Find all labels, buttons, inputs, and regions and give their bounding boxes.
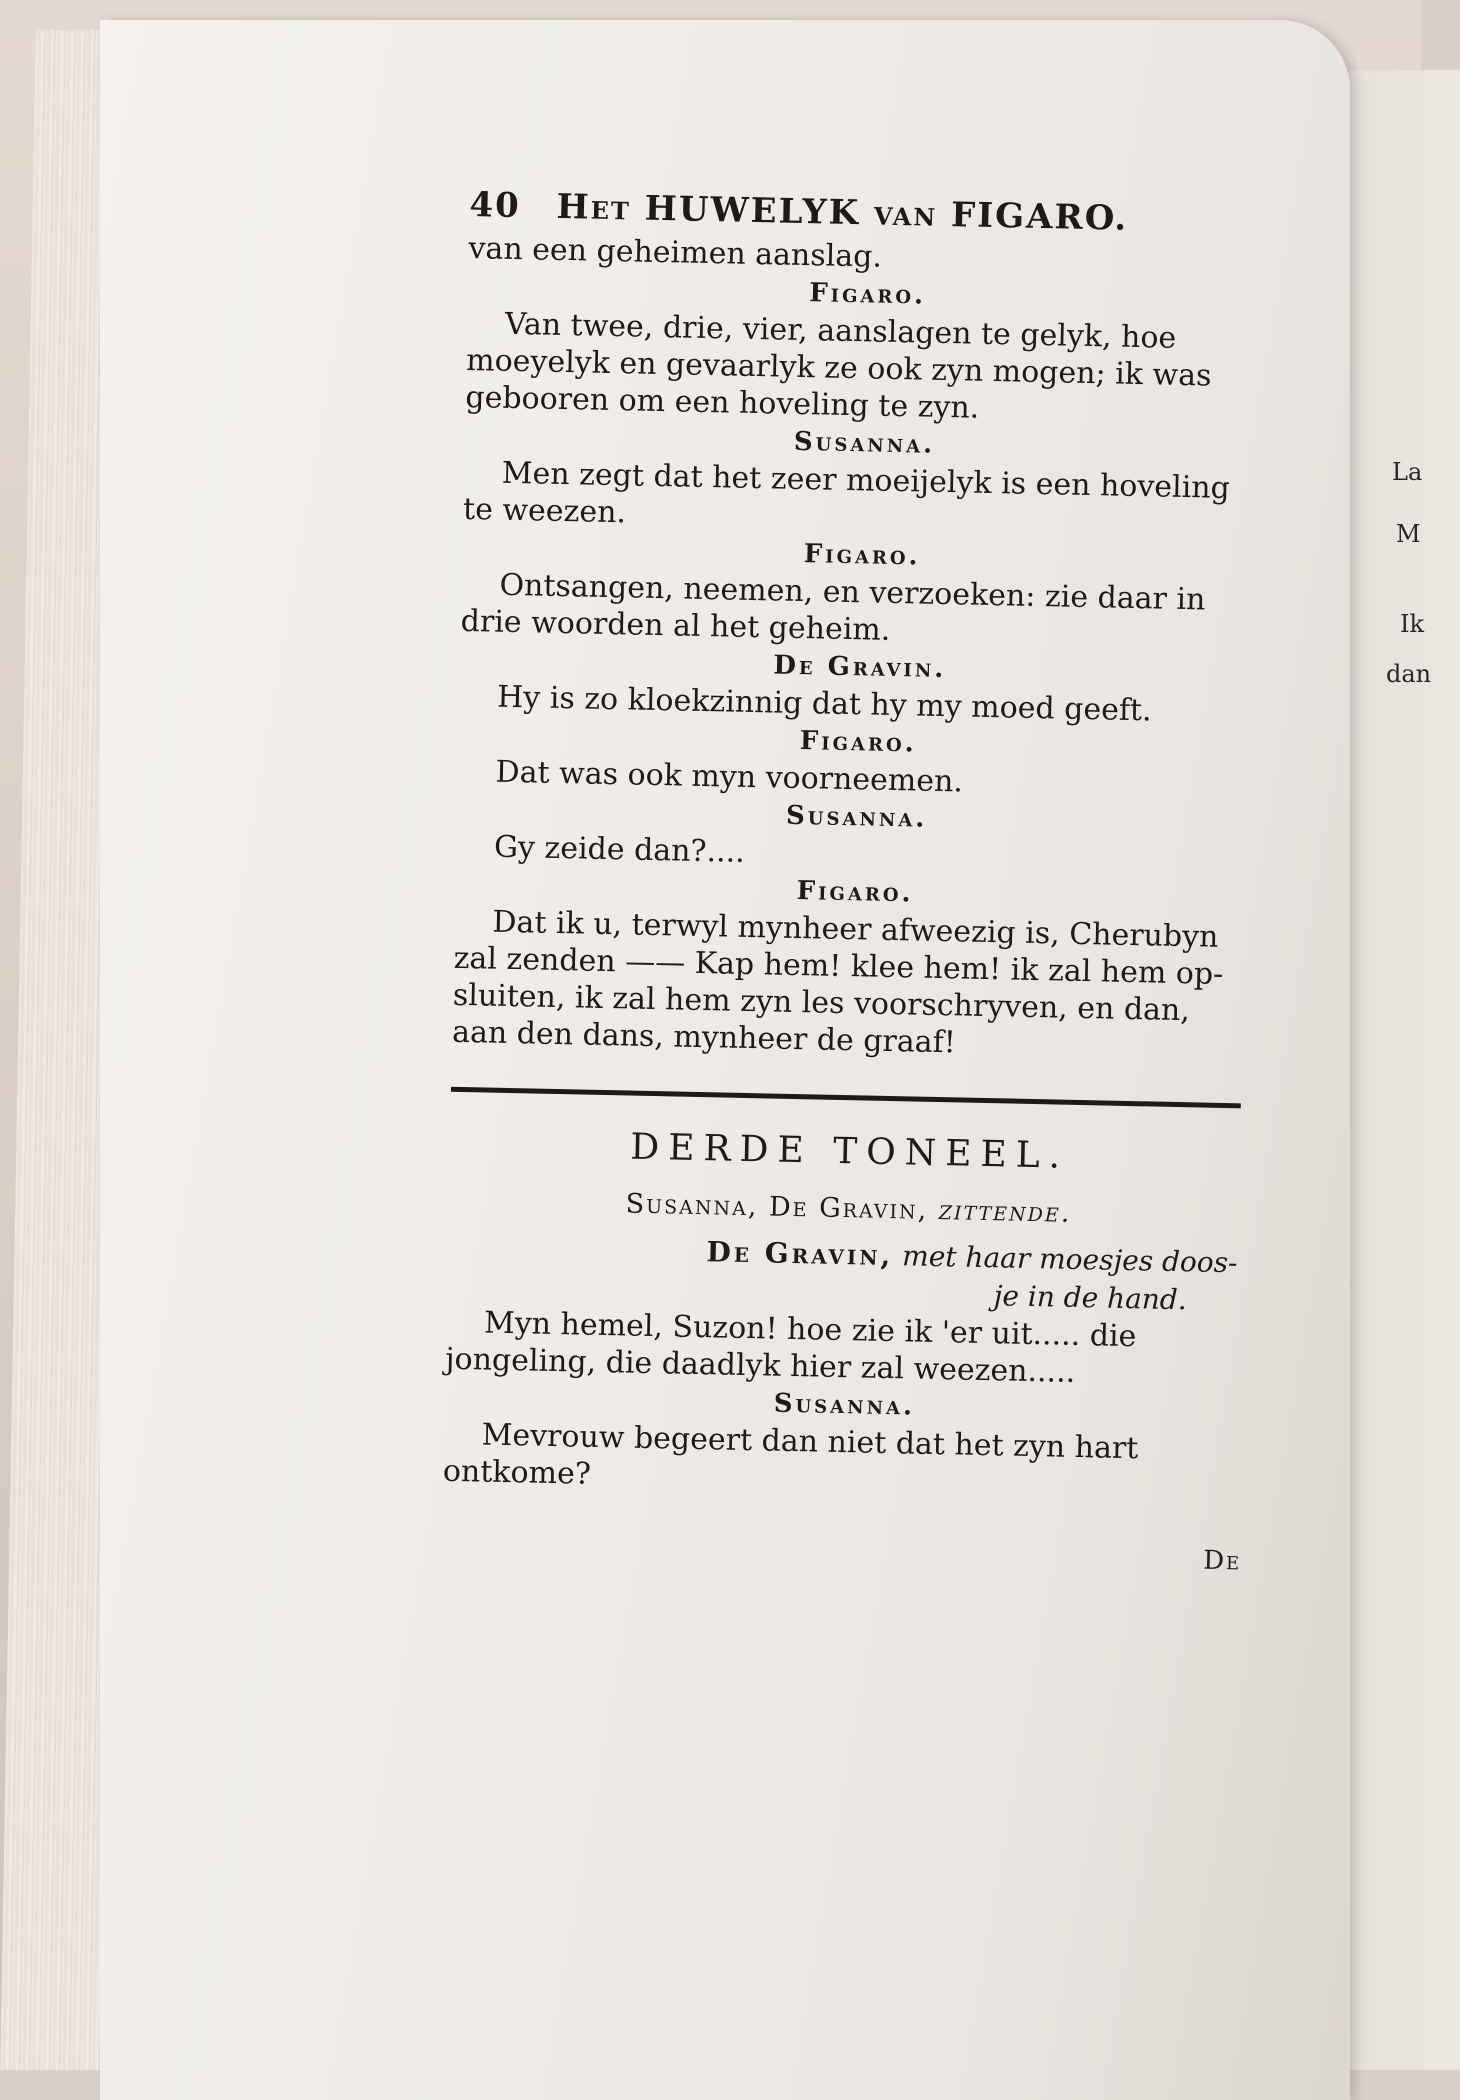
- text-line: aan den dans, mynheer de graaf!: [451, 1014, 957, 1061]
- text-line: Men zegt dat het zeer moeijelyk is een hoveling: [501, 455, 1231, 506]
- cast-direction: zittende.: [938, 1195, 1072, 1229]
- speaker-name: Figaro.: [796, 876, 914, 909]
- text-line: sluiten, ik zal hem zyn les voorschryven, en dan,: [452, 977, 1191, 1029]
- facing-fragment: Ik: [1400, 610, 1425, 638]
- speaker-name: Susanna.: [773, 1388, 916, 1422]
- speaker-name: Figaro.: [799, 726, 918, 759]
- page-text: [441, 180, 1270, 1576]
- speaker-name: Figaro.: [803, 539, 921, 572]
- cast-names: Susanna, De Gravin,: [625, 1188, 929, 1226]
- facing-fragment: dan: [1386, 660, 1432, 688]
- text-line: Dat ik u, terwyl mynheer afweezig is, Cherubyn: [492, 904, 1219, 955]
- text-line: Mevrouw begeert dan niet dat het zyn hart: [481, 1417, 1139, 1467]
- catchword: De: [1202, 1545, 1242, 1577]
- speaker-name: Figaro.: [808, 278, 927, 311]
- text-line: gebooren om een hoveling te zyn.: [465, 379, 980, 426]
- text-line: Gy zeide dan?....: [493, 829, 746, 870]
- text-line: Myn hemel, Suzon! hoe zie ik 'er uit..... die: [483, 1305, 1137, 1355]
- text-line: te weezen.: [462, 491, 627, 531]
- stage-speaker: De Gravin,: [706, 1235, 894, 1273]
- speaker-name: Susanna.: [793, 426, 936, 460]
- facing-fragment: M: [1396, 520, 1421, 548]
- page-number: 40: [469, 184, 522, 227]
- text-line: Dat was ook myn voorneemen.: [495, 754, 964, 800]
- scene-two-tail: [452, 230, 1269, 1068]
- text-line: ontkome?: [442, 1453, 592, 1492]
- speaker-name: Susanna.: [785, 800, 928, 834]
- speaker-name: De Gravin.: [773, 650, 947, 685]
- running-title: Het HUWELYK van FIGARO.: [556, 186, 1129, 239]
- stage-direction-text: met haar moesjes doos-: [901, 1239, 1238, 1280]
- stage-direction-continued: je in de hand.: [993, 1279, 1188, 1317]
- text-line: drie woorden al het geheim.: [460, 603, 891, 648]
- text-line: van een geheimen aanslag.: [468, 230, 883, 275]
- facing-fragment: La: [1392, 458, 1423, 486]
- text-line: Van twee, drie, vier, aanslagen te gelyk, hoe: [504, 306, 1177, 356]
- text-line: jongeling, die daadlyk hier zal weezen.....: [444, 1341, 1076, 1390]
- scene-three-lines: [443, 1304, 1247, 1507]
- text-line: Hy is zo kloekzinnig dat hy my moed geeft.: [496, 679, 1152, 729]
- scene-title: DERDE TONEEL.: [629, 1126, 1070, 1177]
- text-line: moeyelyk en gevaarlyk ze ook zyn mogen; ik was: [465, 342, 1212, 394]
- scene-divider-rule: [451, 1087, 1241, 1109]
- text-line: zal zenden —— Kap hem! klee hem! ik zal hem op-: [453, 940, 1224, 992]
- text-line: Ontsangen, neemen, en verzoeken: zie daar in: [499, 567, 1206, 618]
